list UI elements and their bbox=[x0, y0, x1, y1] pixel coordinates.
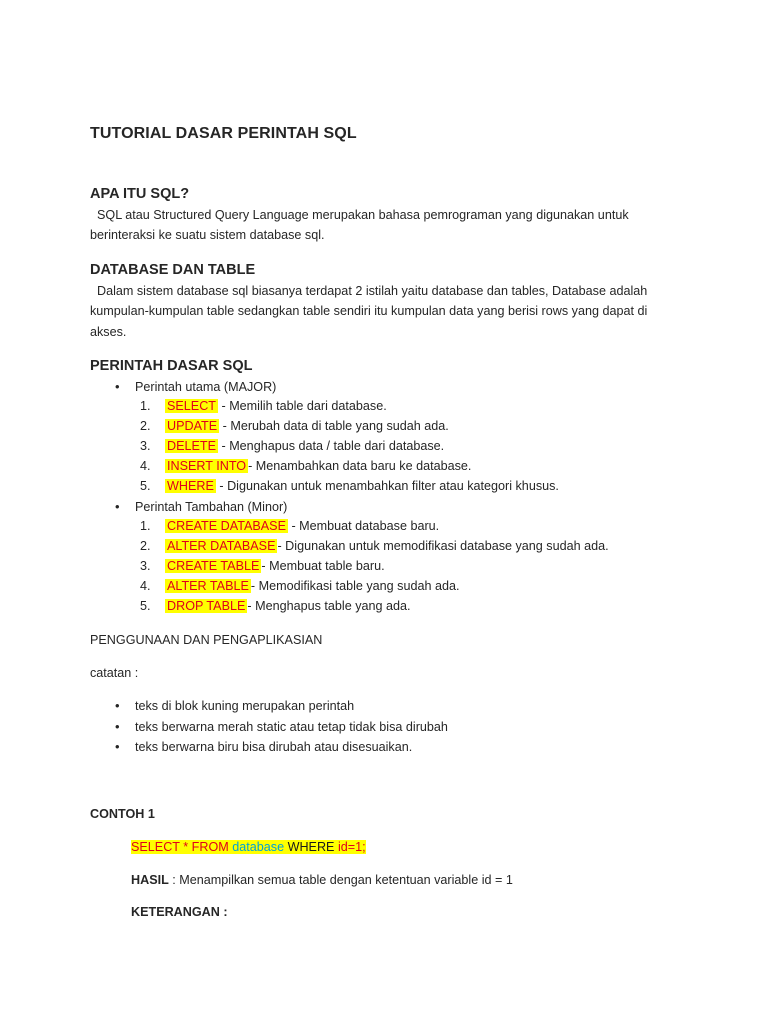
list-item: 1. SELECT - Memilih table dari database. bbox=[140, 399, 387, 413]
list-item: 5. DROP TABLE - Menghapus table yang ada. bbox=[140, 599, 411, 613]
list-item: 3. DELETE - Menghapus data / table dari database. bbox=[140, 439, 445, 453]
command-highlight: CREATE TABLE bbox=[167, 559, 260, 573]
command-highlight: DELETE bbox=[167, 439, 216, 453]
command-highlight: ALTER DATABASE bbox=[167, 539, 276, 553]
command-highlight: CREATE DATABASE bbox=[167, 519, 286, 533]
document-title: TUTORIAL DASAR PERINTAH SQL bbox=[90, 125, 357, 142]
bullet-icon: • bbox=[115, 739, 120, 754]
command-highlight: INSERT INTO bbox=[167, 459, 247, 473]
result-label: HASIL bbox=[131, 873, 169, 887]
list-item: 4. ALTER TABLE - Memodifikasi table yang sudah ada. bbox=[140, 579, 460, 593]
bullet-icon: • bbox=[115, 379, 120, 394]
bullet-icon: • bbox=[115, 499, 120, 514]
example-heading: CONTOH 1 bbox=[90, 807, 155, 821]
notes-label: catatan : bbox=[90, 666, 139, 680]
list-item: 2. ALTER DATABASE - Digunakan untuk memodifikasi database yang sudah ada. bbox=[140, 539, 609, 553]
result-line bbox=[131, 873, 513, 887]
bullet-icon: • bbox=[115, 719, 120, 734]
paragraph-sql-line-2: berinteraksi ke suatu sistem database sql. bbox=[90, 228, 325, 242]
list-item: 5. WHERE - Digunakan untuk menambahkan filter atau kategori khusus. bbox=[140, 479, 559, 493]
code-keyword: WHERE bbox=[284, 840, 338, 854]
list-item: 2. UPDATE - Merubah data di table yang sudah ada. bbox=[140, 419, 449, 433]
list-item: • teks berwarna biru bisa dirubah atau disesuaikan. bbox=[115, 739, 413, 754]
heading-perintah-dasar-sql: PERINTAH DASAR SQL bbox=[90, 358, 253, 374]
heading-database-dan-table: DATABASE DAN TABLE bbox=[90, 262, 256, 278]
list-item-major: • Perintah utama (MAJOR) bbox=[115, 379, 277, 394]
paragraph-db-line-2: kumpulan-kumpulan table sedangkan table sendiri itu kumpulan data yang berisi rows yang dapat di bbox=[90, 304, 648, 318]
command-highlight: ALTER TABLE bbox=[167, 579, 249, 593]
command-highlight: SELECT bbox=[167, 399, 216, 413]
command-highlight: DROP TABLE bbox=[167, 599, 246, 613]
bullet-icon: • bbox=[115, 698, 120, 713]
heading-apa-itu-sql: APA ITU SQL? bbox=[90, 186, 190, 202]
code-value: id=1; bbox=[337, 840, 366, 854]
command-highlight: WHERE bbox=[167, 479, 214, 493]
paragraph-db-line-1: Dalam sistem database sql biasanya terdapat 2 istilah yaitu database dan tables, Database adalah bbox=[97, 284, 648, 298]
result-text: : Menampilkan semua table dengan ketentuan variable id = 1 bbox=[168, 873, 513, 887]
usage-heading: PENGGUNAAN DAN PENGAPLIKASIAN bbox=[90, 633, 323, 647]
list-item: 4. INSERT INTO - Menambahkan data baru ke database. bbox=[140, 459, 472, 473]
info-label: KETERANGAN : bbox=[131, 905, 228, 919]
paragraph-db-line-3: akses. bbox=[90, 325, 127, 339]
code-example bbox=[131, 840, 366, 854]
code-keyword: SELECT * FROM bbox=[131, 840, 233, 854]
code-variable: database bbox=[232, 840, 285, 854]
command-highlight: UPDATE bbox=[167, 419, 218, 433]
list-item: 3. CREATE TABLE - Membuat table baru. bbox=[140, 559, 385, 573]
paragraph-sql-line-1: SQL atau Structured Query Language merupakan bahasa pemrograman yang digunakan untuk bbox=[97, 208, 629, 222]
list-item: 1. CREATE DATABASE - Membuat database baru. bbox=[140, 519, 440, 533]
list-item: • teks di blok kuning merupakan perintah bbox=[115, 698, 355, 713]
list-item-minor: • Perintah Tambahan (Minor) bbox=[115, 499, 288, 514]
list-item: • teks berwarna merah static atau tetap tidak bisa dirubah bbox=[115, 719, 448, 734]
